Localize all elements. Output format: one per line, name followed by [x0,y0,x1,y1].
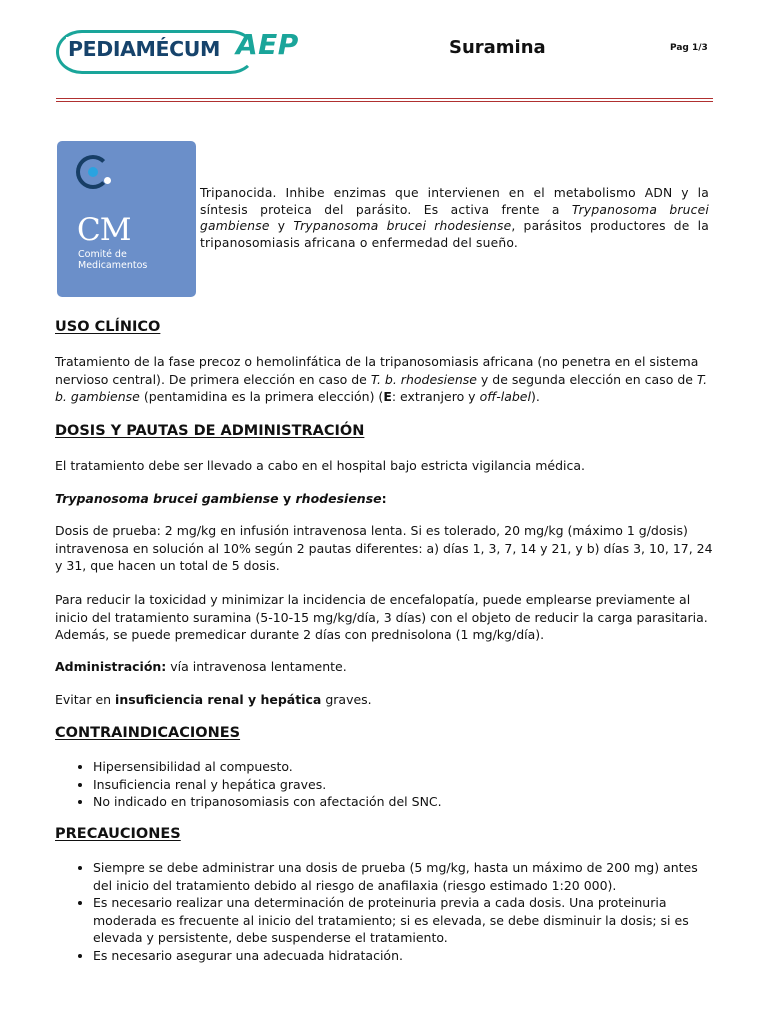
uso-clinico-text: Tratamiento de la fase precoz o hemolinfática de la tripanosomiasis africana (no penetra en el sistema nervioso central). De primera elección en caso de T. b. rhodesiense y de segunda elección en caso de T. b. gambiense (pentamidina es la primera elección) (E: extranjero y off-label). [55,354,708,404]
cm-dot-icon [88,167,98,177]
cm-small-dot-icon [104,177,111,184]
dosis-subheading: Trypanosoma brucei gambiense y rhodesiense: [55,491,387,506]
intro-paragraph: Tripanocida. Inhibe enzimas que intervienen en el metabolismo ADN y la síntesis proteica del parásito. Es activa frente a Trypanosoma brucei gambiense y Trypanosoma brucei rhodesiense, parásitos productores de la tripanosomiasis africana o enfermedad del sueño. [200,186,709,250]
dosis-toxicidad-text: Para reducir la toxicidad y minimizar la incidencia de encefalopatía, puede emplearse previamente al inicio del tratamiento suramina (5-10-15 mg/kg/día, 3 días) con el objeto de reducir la carga parasitaria. Además, se puede premedicar durante 2 días con prednisolona (1 mg/kg/día). [55,592,708,642]
administracion-text: Administración: vía intravenosa lentamente. [55,659,347,674]
dosis-heading: DOSIS Y PAUTAS DE ADMINISTRACIÓN [55,423,365,439]
contraindicaciones-list [55,758,720,811]
list-item: • Es necesario realizar una determinación de proteinuria previa a cada dosis. Una proteinuria moderada es frecuente al inicio del tratamiento; si es elevada, se debe disminuir la dosis; si es elevada y persistente, debe suspenderse el tratamiento. [93,894,720,947]
logo-aep: AEP [236,28,299,61]
uso-clinico-heading: USO CLÍNICO [55,319,161,335]
list-item: • Hipersensibilidad al compuesto. [93,758,720,776]
list-item: • Siempre se debe administrar una dosis de prueba (5 mg/kg, hasta un máximo de 200 mg) antes del inicio del tratamiento debido al riesgo de anafilaxia (riesgo estimado 1:20 000). [93,859,720,894]
logo-text: PEDIAMÉCUM [68,37,221,61]
list-item: • Es necesario asegurar una adecuada hidratación. [93,947,720,965]
header-divider-secondary [56,101,713,102]
page-number: Pag 1/3 [670,43,708,53]
dosis-intro: El tratamiento debe ser llevado a cabo en el hospital bajo estricta vigilancia médica. [55,458,586,473]
cm-logo-line1: Comité de [78,249,127,260]
header-divider [56,98,713,99]
list-item: • No indicado en tripanosomiasis con afectación del SNC. [93,793,720,811]
precauciones-heading: PRECAUCIONES [55,826,181,842]
contraindicaciones-heading: CONTRAINDICACIONES [55,725,241,741]
list-item: • Insuficiencia renal y hepática graves. [93,776,720,794]
dosis-prueba-text: Dosis de prueba: 2 mg/kg en infusión intravenosa lenta. Si es tolerado, 20 mg/kg (máximo 1 g/dosis) intravenosa en solución al 10% según 2 pautas diferentes: a) días 1, 3, 7, 14 y 21, y b) días 3, 10, 17, 24 y 31, que hacen un total de 5 dosis. [55,523,713,573]
comite-medicamentos-logo [57,141,196,297]
cm-logo-title: CM [77,212,131,248]
page-header [0,0,768,110]
precauciones-list [55,859,720,964]
evitar-text: Evitar en insuficiencia renal y hepática graves. [55,692,372,707]
document-title: Suramina [449,37,546,58]
cm-logo-line2: Medicamentos [78,260,148,271]
pediamecum-aep-logo [56,28,298,78]
